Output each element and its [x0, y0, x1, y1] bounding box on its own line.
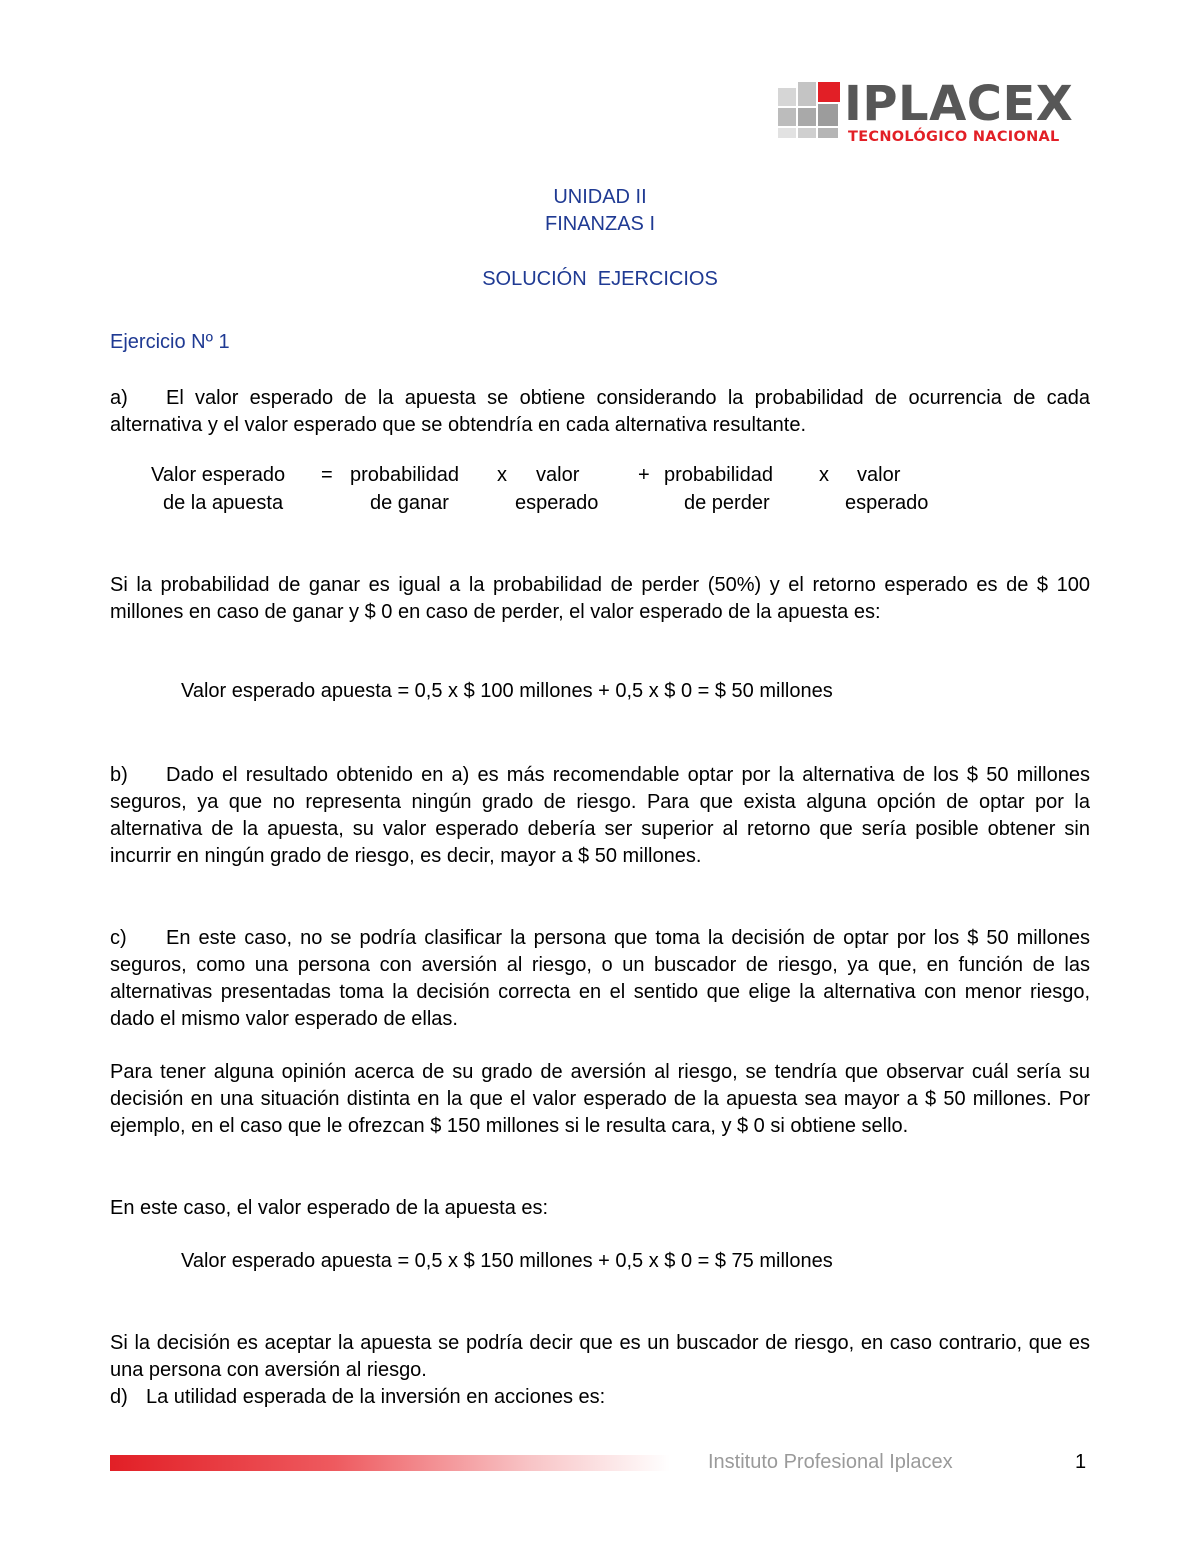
- paragraph-b: [110, 762, 1090, 870]
- formula-expected-value-2: Valor esperado apuesta = 0,5 x $ 150 millones + 0,5 x $ 0 = $ 75 millones: [181, 1250, 833, 1272]
- formula-term: Valor esperado: [151, 464, 286, 486]
- formula-term: valor: [857, 464, 901, 486]
- formula-term: x: [497, 464, 507, 486]
- paragraph-c: [110, 925, 1090, 1033]
- item-label-c: c): [110, 927, 127, 949]
- logo-subtitle: TECNOLÓGICO NACIONAL: [848, 129, 1060, 145]
- page-title: SOLUCIÓN EJERCICIOS: [482, 268, 718, 290]
- formula-term: x: [819, 464, 829, 486]
- item-label-b: b): [110, 764, 128, 786]
- iplacex-logo: [778, 76, 1078, 152]
- course-heading: FINANZAS I: [544, 213, 655, 235]
- item-text-d: La utilidad esperada de la inversión en acciones es:: [146, 1386, 606, 1408]
- formula-term: de la apuesta: [163, 492, 284, 514]
- formula-term: +: [638, 464, 650, 486]
- formula-term: esperado: [845, 492, 929, 514]
- paragraph-a: [110, 385, 1090, 439]
- formula-term: probabilidad: [664, 464, 773, 486]
- logo-red-square: [818, 82, 840, 102]
- formula-term: de perder: [684, 492, 770, 514]
- formula-term: probabilidad: [350, 464, 459, 486]
- formula-table: [0, 464, 1200, 524]
- footer-gradient-bar: [110, 1455, 670, 1471]
- formula-term: valor: [536, 464, 580, 486]
- item-label-d: d): [110, 1386, 128, 1408]
- unit-heading: UNIDAD II: [553, 186, 647, 208]
- logo-wordmark: IPLACEX: [844, 76, 1074, 132]
- paragraph-probability: Si la probabilidad de ganar es igual a la probabilidad de perder (50%) y el retorno esperado es de $ 100 millones en caso de ganar y $ 0 en caso de perder, el valor esperado de la apuesta es:: [110, 574, 1090, 623]
- exercise-heading: Ejercicio Nº 1: [110, 331, 230, 353]
- paragraph-risk-aversion: Para tener alguna opinión acerca de su grado de aversión al riesgo, se tendría que observar cuál sería su decisión en una situación distinta en la que el valor esperado de la apuesta sea mayor a $ 50 millones. Por ejemplo, en el caso que le ofrezcan $ 150 millones si le resulta cara, y $ 0 si obtiene sello.: [110, 1061, 1090, 1137]
- formula-term: esperado: [515, 492, 599, 514]
- item-text-a: El valor esperado de la apuesta se obtiene considerando la probabilidad de ocurrencia de cada alternativa y el valor esperado que se obtendría en cada alternativa resultante.: [110, 387, 1090, 436]
- formula-expected-value-1: Valor esperado apuesta = 0,5 x $ 100 millones + 0,5 x $ 0 = $ 50 millones: [181, 680, 833, 702]
- footer-institution: Instituto Profesional Iplacex: [708, 1451, 953, 1473]
- page-number: 1: [1075, 1451, 1087, 1473]
- paragraph-d: [110, 1384, 605, 1411]
- formula-term: =: [321, 464, 333, 486]
- item-text-b: Dado el resultado obtenido en a) es más recomendable optar por la alternativa de los $ 50 millones seguros, ya que no representa ningún grado de riesgo. Para que exista alguna opción de optar por la alternativa de la apuesta, su valor esperado debería ser superior al retorno que sería posible obtener sin incurrir en ningún grado de riesgo, es decir, mayor a $ 50 millones.: [110, 764, 1090, 867]
- item-text-c: En este caso, no se podría clasificar la persona que toma la decisión de optar por los $ 50 millones seguros, como una persona con aversión al riesgo, o un buscador de riesgo, ya que, en función de las alternativas presentadas toma la decisión correcta en el sentido que elige la alternativa con menor riesgo, dado el mismo valor esperado de ellas.: [110, 927, 1090, 1030]
- item-label-a: a): [110, 387, 128, 409]
- formula-term: de ganar: [370, 492, 449, 514]
- paragraph-case: En este caso, el valor esperado de la apuesta es:: [110, 1197, 549, 1219]
- paragraph-decision: Si la decisión es aceptar la apuesta se podría decir que es un buscador de riesgo, en caso contrario, que es una persona con aversión al riesgo.: [110, 1332, 1090, 1381]
